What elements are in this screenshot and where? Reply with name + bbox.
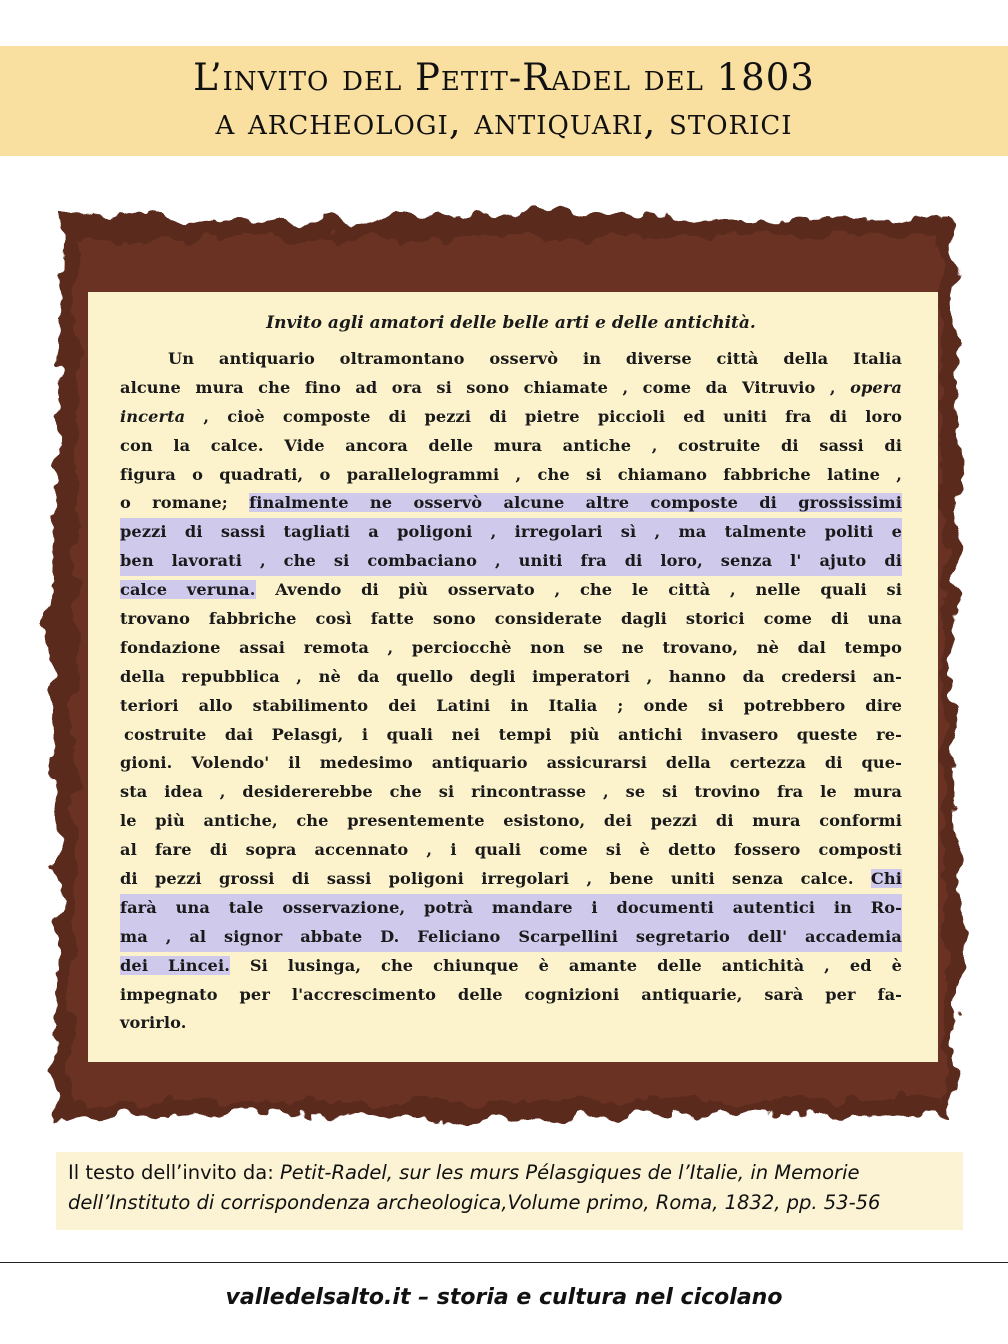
highlighted-text: Chi xyxy=(870,869,902,889)
text-segment: Si lusinga, che chiunque è amante delle antichità , ed è xyxy=(249,955,902,975)
text-segment: o romane; xyxy=(120,493,228,513)
text-segment: , cioè composte di pezzi di pietre piccioli ed uniti fra di loro xyxy=(203,406,902,426)
text-line: vorirlo. xyxy=(120,1013,187,1033)
text-segment: di pezzi grossi di sassi poligoni irregolari , bene uniti senza calce. xyxy=(120,869,854,889)
highlighted-text: dei Lincei. xyxy=(120,955,230,975)
caption-citation-2: dell’Instituto di corrispondenza archeologica,Volume primo, Roma, 1832, pp. 53-56 xyxy=(68,1191,881,1214)
text-line: con la calce. Vide ancora delle mura antiche , costruite di sassi di xyxy=(120,435,902,455)
text-line: figura o quadrati, o parallelogrammi , che si chiamano fabbriche latine , xyxy=(120,464,902,484)
text-line: della repubblica , nè da quello degli imperatori , hanno da credersi an- xyxy=(120,666,902,686)
document-heading: Invito agli amatori delle belle arti e delle antichità. xyxy=(266,313,756,333)
text-line: Un antiquario oltramontano osservò in diverse città della Italia xyxy=(168,349,902,368)
highlighted-text-line: ma , al signor abbate D. Feliciano Scarpellini segretario dell' accademia xyxy=(120,923,902,952)
text-segment: Avendo di più osservato , che le città , nelle quali si xyxy=(275,580,902,600)
caption-citation-1: Petit-Radel, sur les murs Pélasgiques de l’Italie, in Memorie xyxy=(279,1161,860,1184)
text-segment-italic: opera xyxy=(850,377,902,397)
text-line: sta idea , desidererebbe che si rincontrasse , se si trovino fra le mura xyxy=(120,782,902,802)
text-line: teriori allo stabilimento dei Latini in Italia ; onde si potrebbero dire xyxy=(120,695,902,715)
title-line-2: a archeologi, antiquari, storici xyxy=(215,100,793,143)
highlighted-text-line: farà una tale osservazione, potrà mandare i documenti autentici in Ro- xyxy=(120,894,902,923)
caption-prefix: Il testo dell’invito da: xyxy=(68,1161,274,1184)
highlighted-text-line: ben lavorati , che si combaciano , uniti fra di loro, senza l' ajuto di xyxy=(120,547,902,576)
text-line: al fare di sopra accennato , i quali come si è detto fossero composti xyxy=(120,840,902,860)
highlighted-text-line: pezzi di sassi tagliati a poligoni , irregolari sì , ma talmente politi e xyxy=(120,518,902,547)
text-line: costruite dai Pelasgi, i quali nei tempi più antichi invasero queste re- xyxy=(124,724,902,744)
title-line-1: L’invito del Petit-Radel del 1803 xyxy=(193,56,815,99)
text-segment-italic: incerta xyxy=(120,406,186,426)
document-text xyxy=(120,305,902,1038)
text-line: impegnato per l'accrescimento delle cognizioni antiquarie, sarà per fa- xyxy=(120,984,902,1004)
text-line xyxy=(120,374,902,403)
text-line: trovano fabbriche così fatte sono considerate dagli storici come di una xyxy=(120,609,902,629)
highlighted-text: finalmente ne osservò alcune altre composte di grossissimi xyxy=(249,493,902,513)
caption-line-1 xyxy=(68,1161,859,1184)
text-line xyxy=(120,576,902,605)
text-line: le più antiche, che presentemente esistono, dei pezzi di mura conformi xyxy=(120,811,902,831)
footer-site-credit: valledelsalto.it – storia e cultura nel cicolano xyxy=(225,1285,783,1310)
text-line: fondazione assai remota , perciocchè non se ne trovano, nè dal tempo xyxy=(120,637,902,657)
text-segment: alcune mura che fino ad ora si sono chiamate , come da Vitruvio , xyxy=(120,377,836,397)
source-caption xyxy=(56,1152,963,1230)
text-line xyxy=(120,865,902,894)
text-line xyxy=(120,489,902,518)
text-line xyxy=(120,403,902,432)
text-line xyxy=(120,952,902,981)
text-line: gioni. Volendo' il medesimo antiquario assicurarsi della certezza di que- xyxy=(120,753,902,773)
footer-divider xyxy=(0,1262,1008,1263)
highlighted-text: calce veruna. xyxy=(120,580,256,600)
